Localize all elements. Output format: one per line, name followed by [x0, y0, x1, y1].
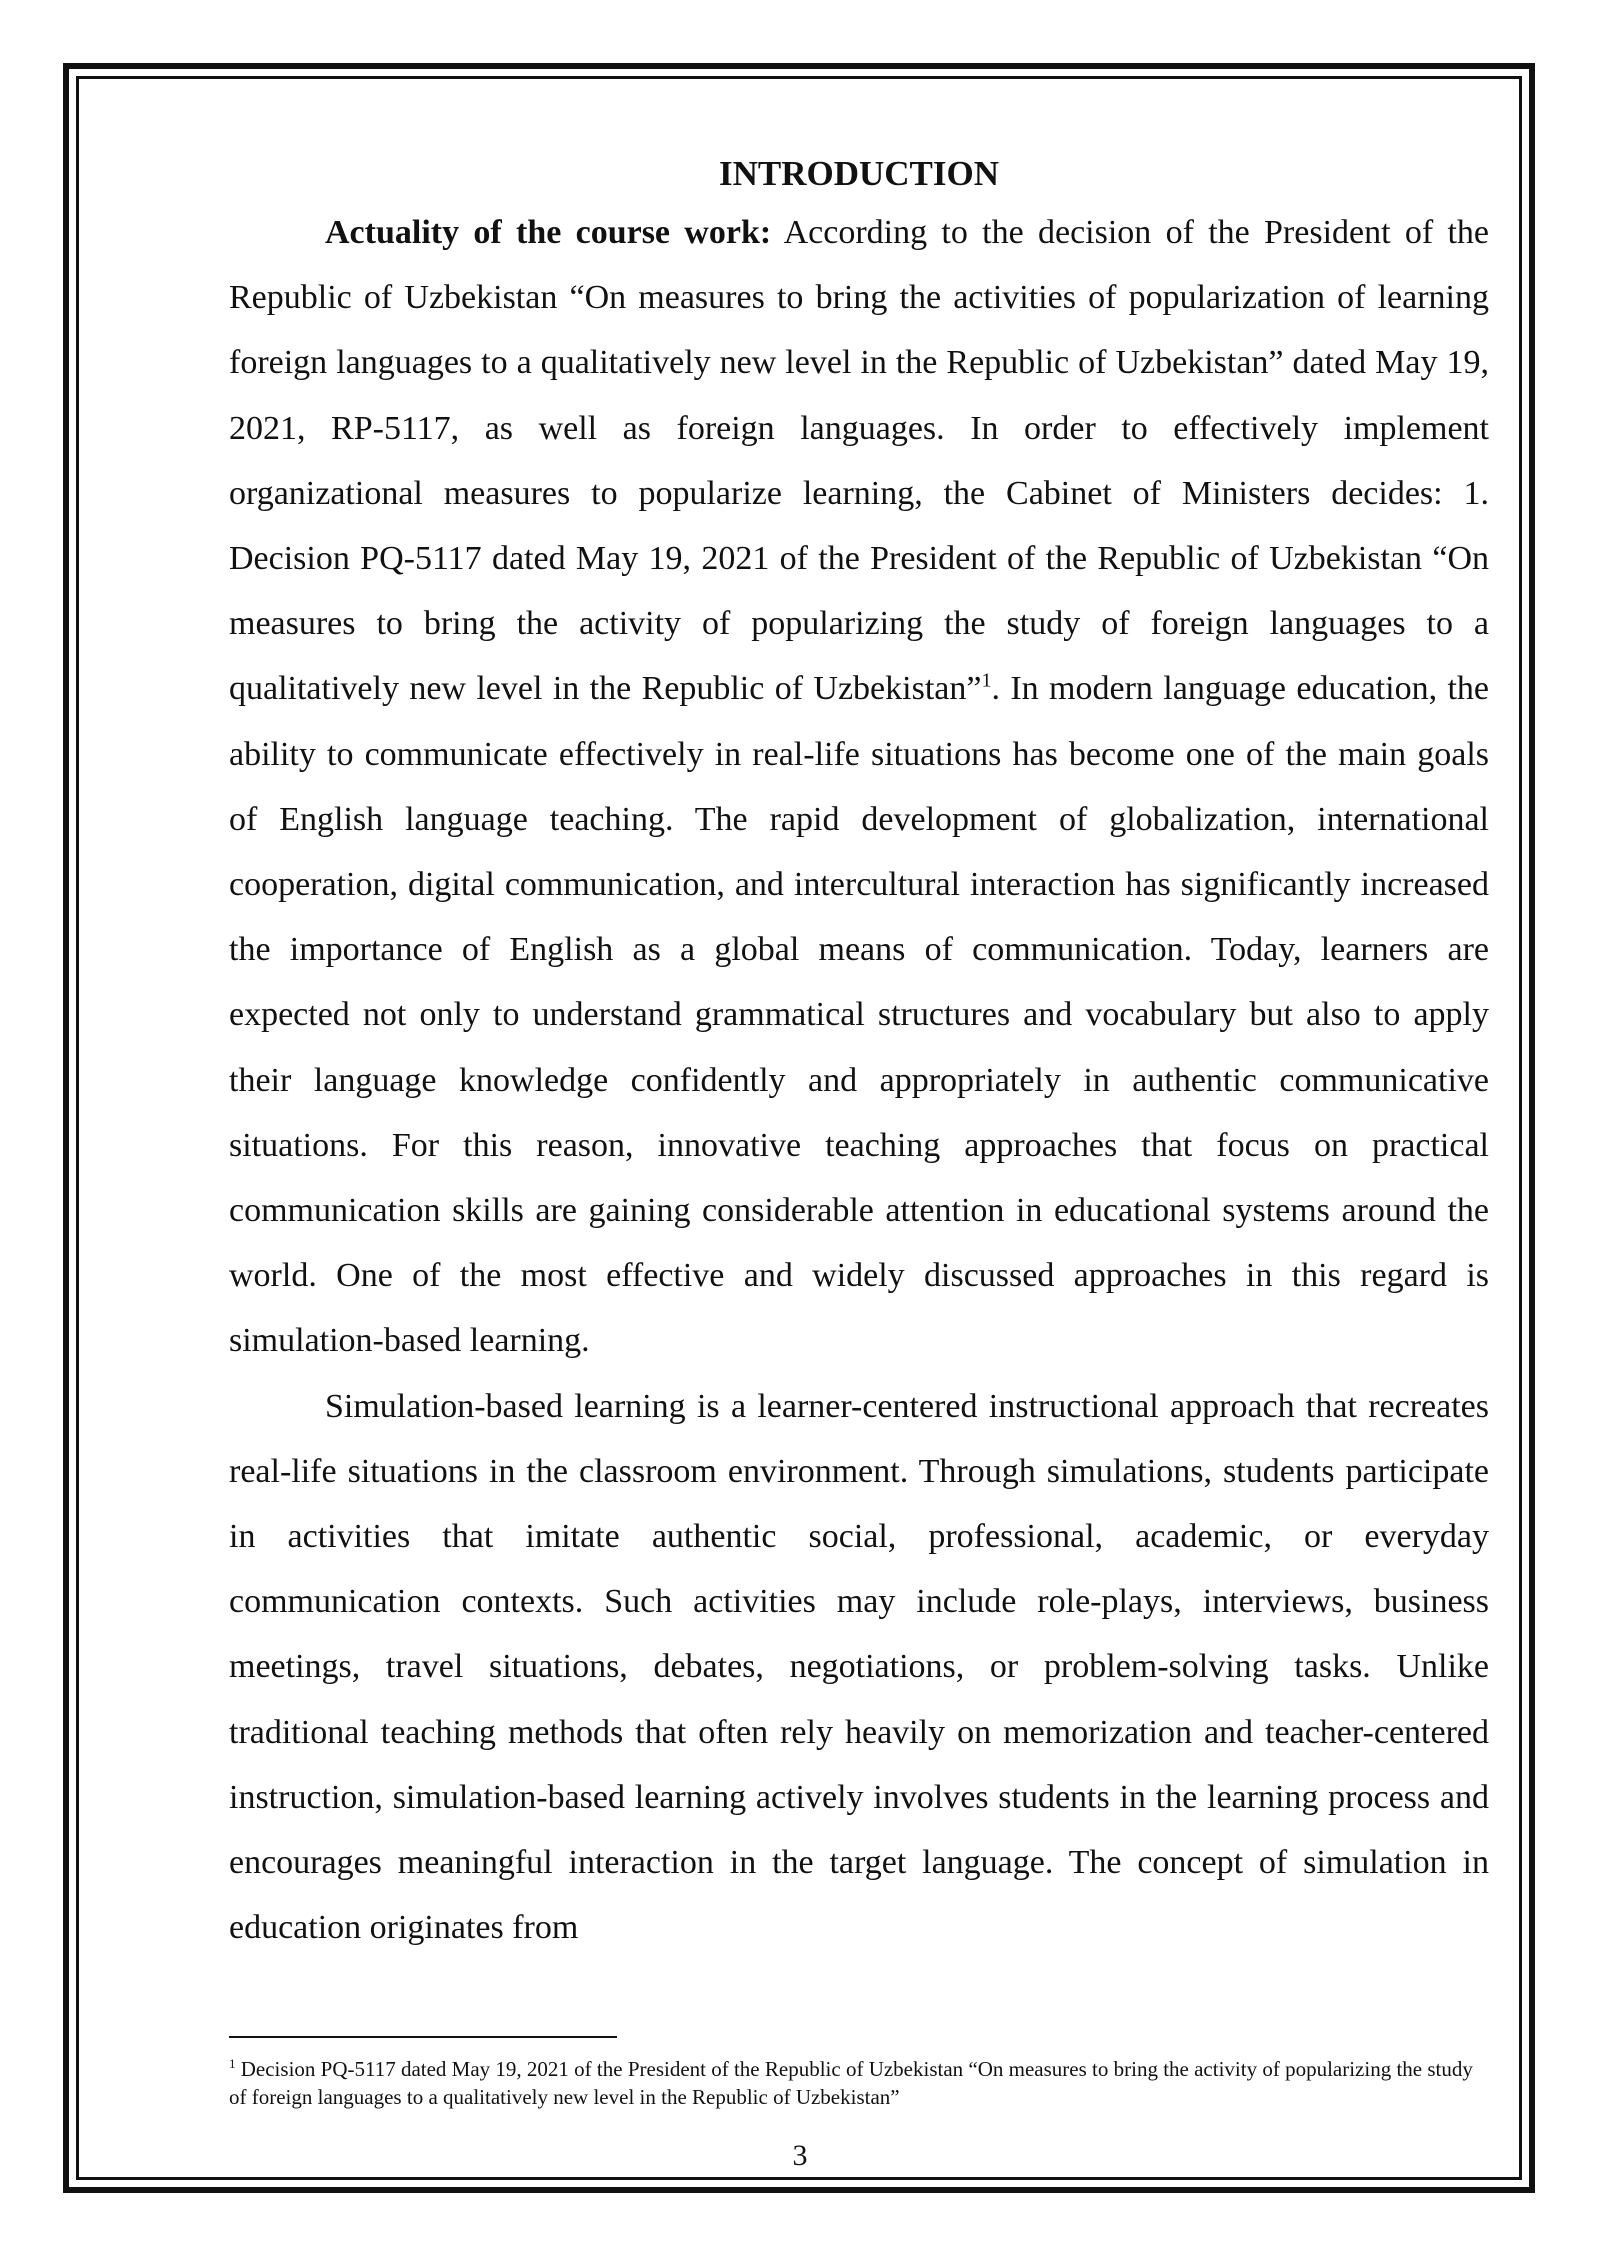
footnote-marker: 1: [229, 2056, 236, 2071]
footnote-separator: [229, 2036, 617, 2038]
paragraph-text-part-a: According to the decision of the President of the Republic of Uzbekistan “On measures to bring the activities of popularization of learning foreign languages to a qualitatively new level in the Republic of Uzbekistan” dated May 19, 2021, RP-5117, as well as foreign languages. In order to effectively implement organizational measures to popularize learning, the Cabinet of Ministers decides: 1. Decision PQ-5117 dated May 19, 2021 of the President of the Republic of Uzbekistan “On measures to bring the activity of popularizing the study of foreign languages to a qualitatively new level in the Republic of Uzbekistan”: [229, 214, 1489, 708]
footnote: [229, 2055, 1489, 2111]
footnote-reference: 1: [981, 670, 992, 693]
footnote-text: Decision PQ-5117 dated May 19, 2021 of the President of the Republic of Uzbekistan “On measures to bring the activity of popularizing the study of foreign languages to a qualitatively new level in the Republic of Uzbekistan”: [229, 2057, 1473, 2109]
page-heading: INTRODUCTION: [718, 154, 1000, 193]
page-body: [229, 148, 1489, 1960]
paragraph-actuality: [229, 200, 1489, 1374]
paragraph-text-part-b: . In modern language education, the ability to communicate effectively in real-life situations has become one of the main goals of English language teaching. The rapid development of globalization, international cooperation, digital communication, and intercultural interaction has significantly increased the importance of English as a global means of communication. Today, learners are expected not only to understand grammatical structures and vocabulary but also to apply their language knowledge confidently and appropriately in authentic communicative situations. For this reason, innovative teaching approaches that focus on practical communication skills are gaining considerable attention in educational systems around the world. One of the most effective and widely discussed approaches in this regard is simulation-based learning.: [229, 670, 1489, 1360]
paragraph-lead: Actuality of the course work:: [325, 214, 772, 251]
paragraph-simulation: Simulation-based learning is a learner-centered instructional approach that recreates real-life situations in the classroom environment. Through simulations, students participate in activities that imitate authentic social, professional, academic, or everyday communication contexts. Such activities may include role-plays, interviews, business meetings, travel situations, debates, negotiations, or problem-solving tasks. Unlike traditional teaching methods that often rely heavily on memorization and teacher-centered instruction, simulation-based learning actively involves students in the learning process and encourages meaningful interaction in the target language. The concept of simulation in education originates from: [229, 1387, 1489, 1947]
page-number: 3: [792, 2139, 808, 2172]
